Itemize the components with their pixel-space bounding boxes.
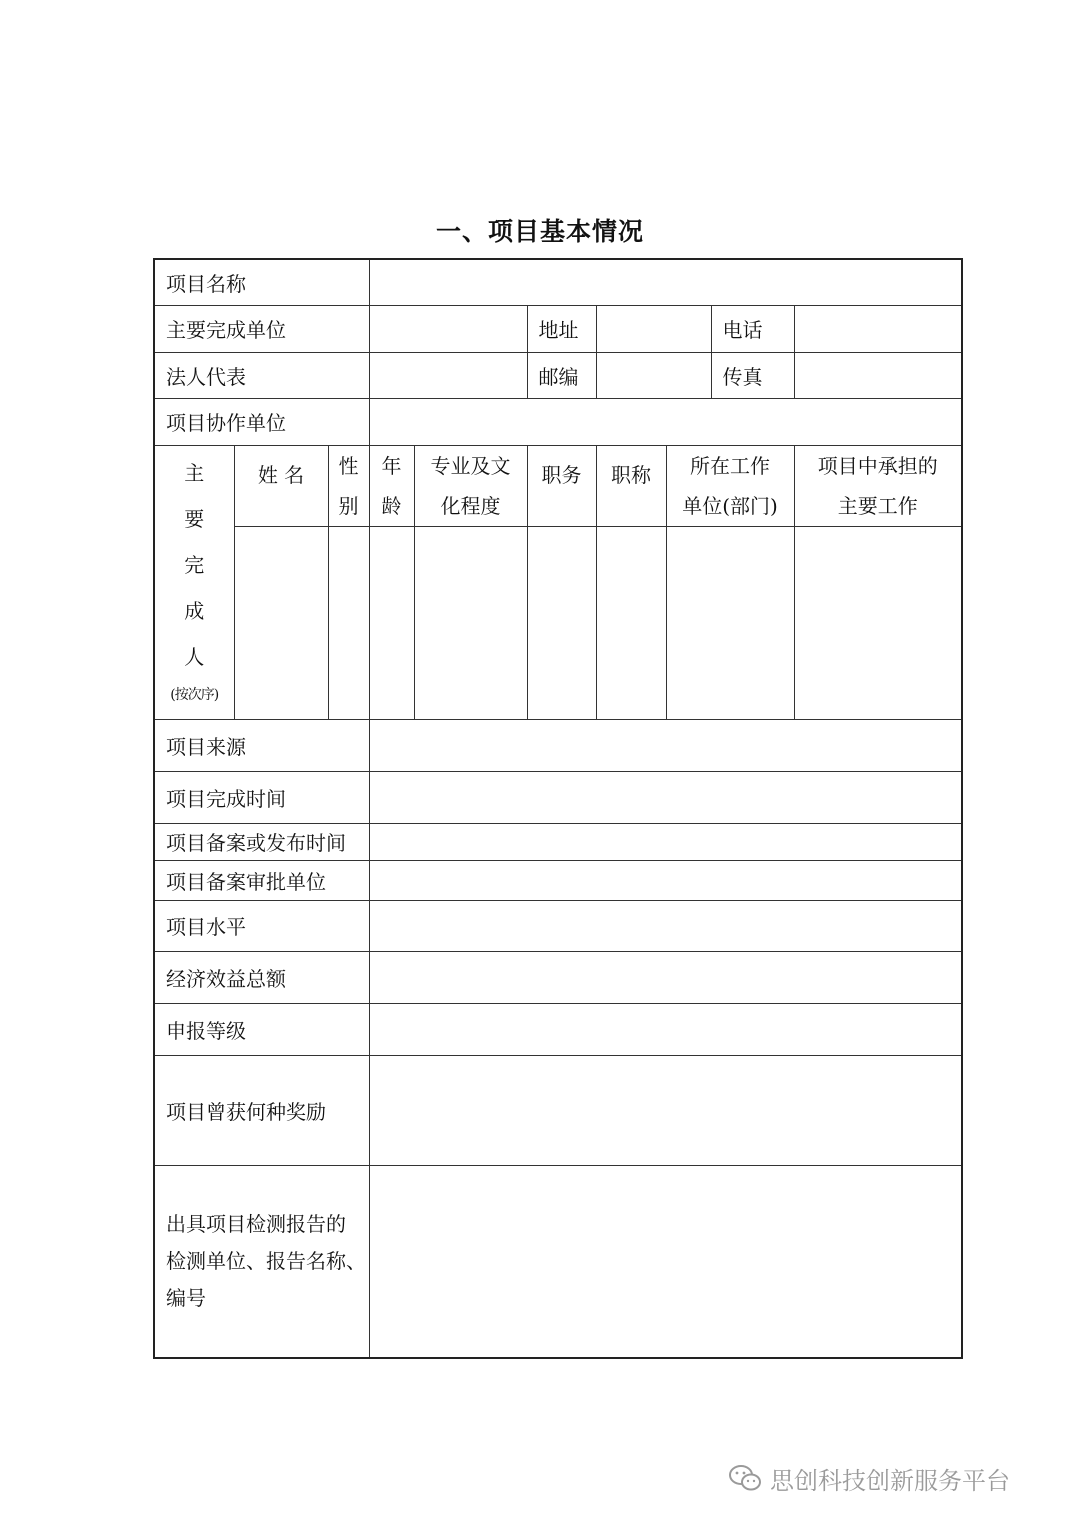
field-record-time[interactable]: [369, 823, 962, 860]
watermark: [728, 1458, 1010, 1498]
label-phone: 电话: [711, 305, 794, 352]
page-title: 一、项目基本情况: [435, 217, 644, 246]
field-report[interactable]: [369, 1165, 962, 1358]
watermark-text: 思创科技创新服务平台: [770, 1466, 1010, 1495]
label-legal-rep: 法人代表: [154, 352, 369, 398]
header-position: 职务: [527, 445, 596, 526]
header-title: 职称: [596, 445, 666, 526]
label-awards: 项目曾获何种奖励: [154, 1055, 369, 1165]
header-major: 专业及文 化程度: [414, 445, 527, 526]
field-grade[interactable]: [369, 1003, 962, 1055]
cell-title[interactable]: [596, 526, 666, 719]
header-age: 年 龄: [369, 445, 414, 526]
cell-work-unit[interactable]: [666, 526, 794, 719]
header-gender: 性 别: [328, 445, 369, 526]
field-coop-unit[interactable]: [369, 398, 962, 445]
header-name: 姓 名: [234, 445, 328, 526]
field-main-unit[interactable]: [369, 305, 527, 352]
cell-gender[interactable]: [328, 526, 369, 719]
label-project-name: 项目名称: [154, 259, 369, 305]
cell-major[interactable]: [414, 526, 527, 719]
field-source[interactable]: [369, 719, 962, 771]
field-approval-unit[interactable]: [369, 860, 962, 900]
label-economic: 经济效益总额: [154, 951, 369, 1003]
label-record-time: 项目备案或发布时间: [154, 823, 369, 860]
field-finish-time[interactable]: [369, 771, 962, 823]
cell-age[interactable]: [369, 526, 414, 719]
label-source: 项目来源: [154, 719, 369, 771]
header-work-unit: 所在工作 单位(部门): [666, 445, 794, 526]
label-finish-time: 项目完成时间: [154, 771, 369, 823]
cell-name[interactable]: [234, 526, 328, 719]
label-main-persons: 主 要 完 成 人 (按次序): [154, 445, 234, 719]
label-address: 地址: [527, 305, 596, 352]
label-fax: 传真: [711, 352, 794, 398]
field-level[interactable]: [369, 900, 962, 951]
field-economic[interactable]: [369, 951, 962, 1003]
header-main-work: 项目中承担的 主要工作: [794, 445, 962, 526]
label-approval-unit: 项目备案审批单位: [154, 860, 369, 900]
label-order-note: (按次序): [170, 686, 219, 703]
field-awards[interactable]: [369, 1055, 962, 1165]
field-phone[interactable]: [794, 305, 962, 352]
cell-main-work[interactable]: [794, 526, 962, 719]
project-info-table: [153, 258, 963, 1359]
label-main-unit: 主要完成单位: [154, 305, 369, 352]
field-fax[interactable]: [794, 352, 962, 398]
label-coop-unit: 项目协作单位: [154, 398, 369, 445]
field-address[interactable]: [596, 305, 711, 352]
label-postcode: 邮编: [527, 352, 596, 398]
wechat-icon: [728, 1463, 762, 1493]
label-level: 项目水平: [154, 900, 369, 951]
field-project-name[interactable]: [369, 259, 962, 305]
label-report: 出具项目检测报告的 检测单位、报告名称、 编号: [154, 1165, 369, 1358]
field-legal-rep[interactable]: [369, 352, 527, 398]
field-postcode[interactable]: [596, 352, 711, 398]
label-grade: 申报等级: [154, 1003, 369, 1055]
cell-position[interactable]: [527, 526, 596, 719]
